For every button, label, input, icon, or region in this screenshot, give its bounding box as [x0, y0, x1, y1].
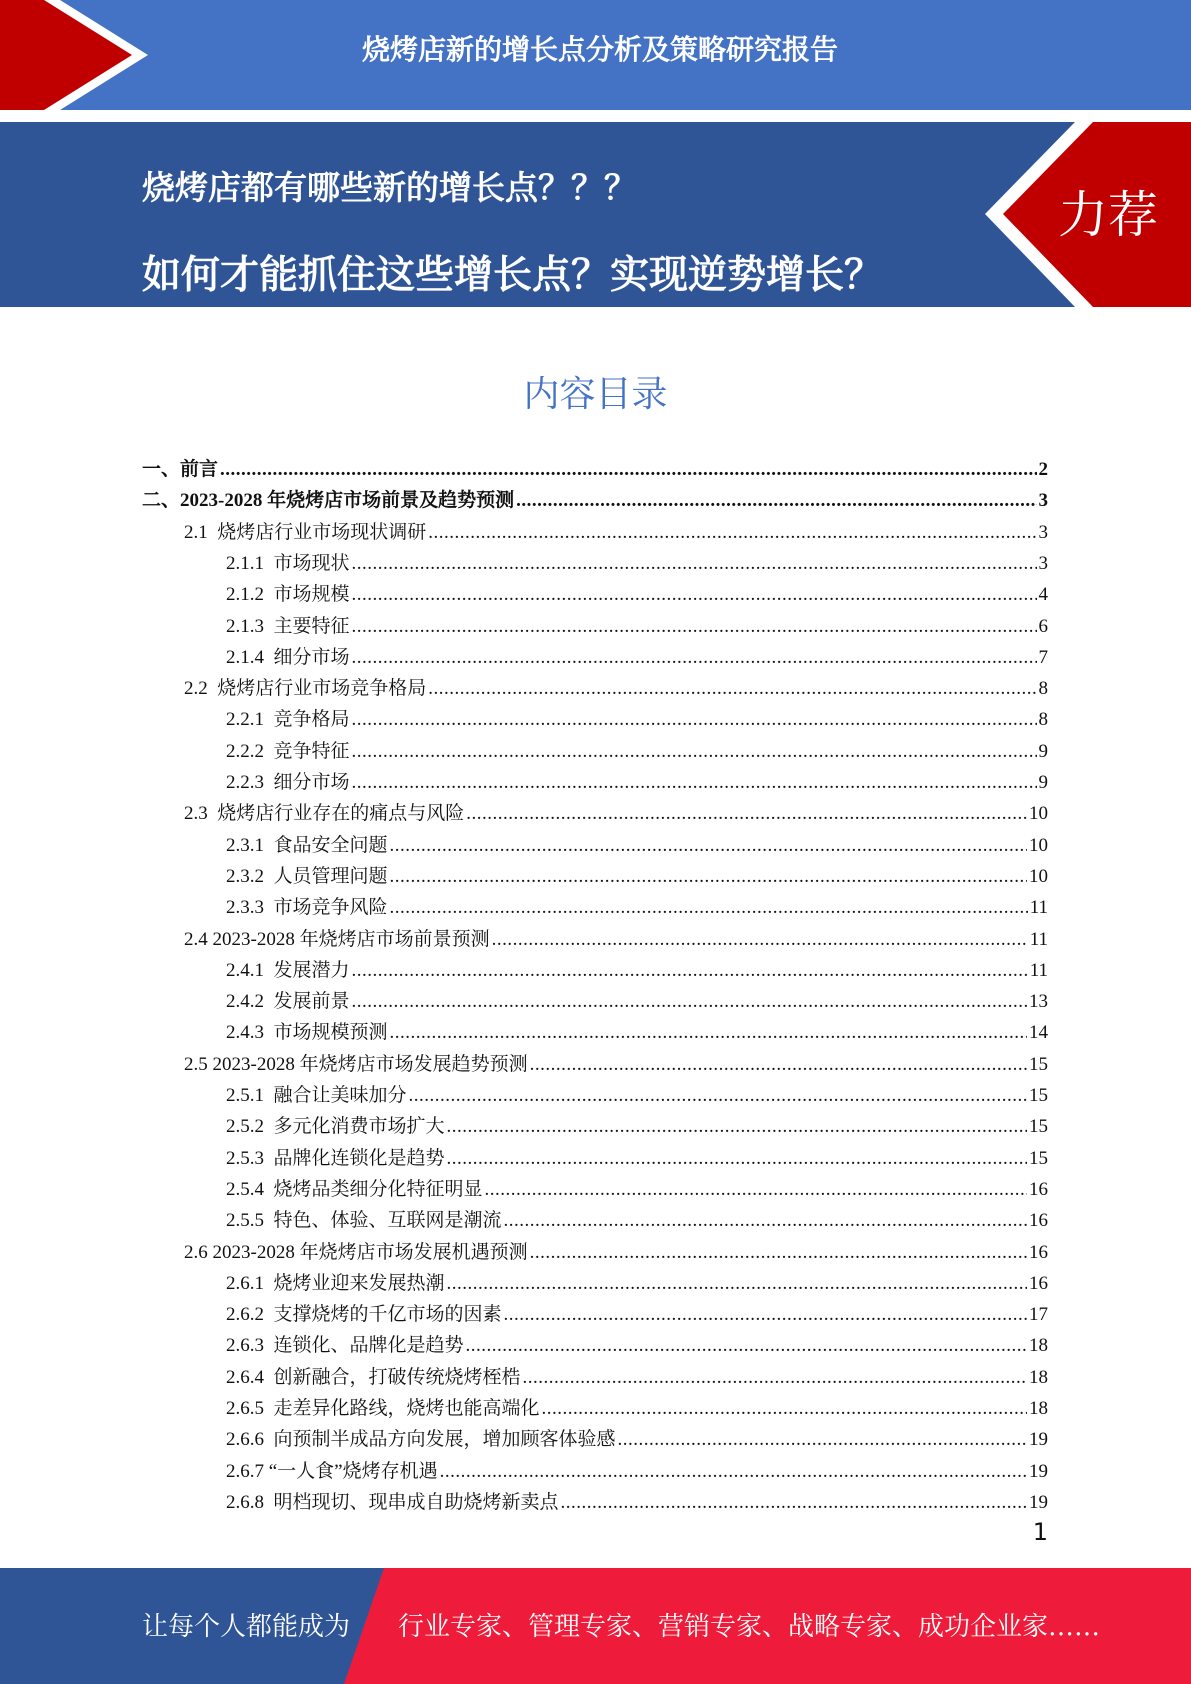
toc-entry-page: 4	[1038, 584, 1048, 605]
toc-entry[interactable]	[226, 1268, 1048, 1299]
toc-entry-page: 15	[1029, 1054, 1048, 1075]
toc-entry-title: 2.5.1 融合让美味加分	[226, 1085, 407, 1106]
toc-entry[interactable]	[226, 1362, 1048, 1393]
toc-leader-dots	[447, 1111, 1027, 1142]
toc-entry-page: 9	[1038, 772, 1048, 793]
toc-entry-page: 16	[1029, 1210, 1048, 1231]
toc-leader-dots	[530, 1237, 1027, 1268]
toc-entry-title: 2.2 烧烤店行业市场竞争格局	[184, 678, 427, 699]
toc-entry-title: 2.5 2023-2028 年烧烤店市场发展趋势预测	[184, 1054, 528, 1075]
top-banner	[0, 0, 1191, 110]
toc-leader-dots	[390, 892, 1028, 923]
toc-leader-dots	[352, 736, 1037, 767]
toc-entry[interactable]	[226, 579, 1048, 610]
toc-entry-page: 7	[1038, 647, 1048, 668]
toc-entry[interactable]	[226, 1393, 1048, 1424]
toc-entry-title: 2.2.1 竞争格局	[226, 709, 350, 730]
toc-leader-dots	[352, 579, 1037, 610]
toc-entry-page: 19	[1029, 1461, 1048, 1482]
toc-leader-dots	[466, 1330, 1027, 1361]
toc-entry[interactable]	[226, 548, 1048, 579]
toc-entry[interactable]	[226, 1299, 1048, 1330]
footer-roles: 行业专家、管理专家、营销专家、战略专家、成功企业家……	[398, 1612, 1101, 1642]
toc-entry[interactable]	[226, 1205, 1048, 1236]
toc-leader-dots	[542, 1393, 1027, 1424]
toc-leader-dots	[492, 924, 1028, 955]
toc-entry[interactable]	[142, 485, 1048, 516]
toc-entry-page: 11	[1029, 929, 1048, 950]
toc-entry[interactable]	[226, 1424, 1048, 1455]
toc-leader-dots	[523, 1362, 1027, 1393]
toc-heading: 内容目录	[523, 374, 668, 415]
toc-entry[interactable]	[226, 861, 1048, 892]
toc-entry[interactable]	[184, 924, 1048, 955]
toc-leader-dots	[516, 485, 1036, 516]
toc-leader-dots	[428, 673, 1036, 704]
toc-entry-page: 10	[1029, 803, 1048, 824]
toc-entry-page: 19	[1029, 1429, 1048, 1450]
toc-entry-page: 18	[1029, 1398, 1048, 1419]
hero-subtitle: 如何才能抓住这些增长点？实现逆势增长？	[142, 253, 884, 298]
toc-entry-page: 2	[1038, 459, 1048, 480]
report-title: 烧烤店新的增长点分析及策略研究报告	[361, 33, 838, 66]
toc-entry-title: 2.6.4 创新融合，打破传统烧烤桎梏	[226, 1367, 521, 1388]
toc-entry[interactable]	[184, 517, 1048, 548]
toc-entry[interactable]	[226, 1487, 1048, 1518]
toc-entry-title: 2.4.1 发展潜力	[226, 960, 350, 981]
toc-entry-title: 2.1.4 细分市场	[226, 647, 350, 668]
toc-leader-dots	[352, 986, 1027, 1017]
toc-entry-page: 16	[1029, 1273, 1048, 1294]
footer-slogan: 让每个人都能成为	[142, 1612, 351, 1642]
toc-entry[interactable]	[184, 798, 1048, 829]
toc-entry-title: 2.5.2 多元化消费市场扩大	[226, 1116, 445, 1137]
toc-entry-page: 15	[1029, 1148, 1048, 1169]
recommend-badge: 力荐	[1058, 186, 1158, 244]
toc-entry-title: 2.4.3 市场规模预测	[226, 1022, 388, 1043]
toc-leader-dots	[447, 1143, 1027, 1174]
toc-entry[interactable]	[226, 704, 1048, 735]
toc-entry-title: 2.6.1 烧烤业迎来发展热潮	[226, 1273, 445, 1294]
toc-entry-page: 6	[1038, 616, 1048, 637]
toc-leader-dots	[447, 1268, 1027, 1299]
toc-leader-dots	[352, 955, 1028, 986]
toc-entry-page: 19	[1029, 1492, 1048, 1513]
toc-entry-page: 10	[1029, 866, 1048, 887]
toc-entry-page: 11	[1029, 960, 1048, 981]
toc-entry-page: 8	[1038, 678, 1048, 699]
toc-entry[interactable]	[226, 1111, 1048, 1142]
toc-entry[interactable]	[226, 830, 1048, 861]
toc-leader-dots	[352, 611, 1037, 642]
toc-entry-page: 8	[1038, 709, 1048, 730]
toc-entry-title: 2.5.3 品牌化连锁化是趋势	[226, 1148, 445, 1169]
toc-leader-dots	[504, 1205, 1027, 1236]
toc-entry-page: 3	[1038, 522, 1048, 543]
toc-entry-title: 2.4 2023-2028 年烧烤店市场前景预测	[184, 929, 490, 950]
toc-entry[interactable]	[184, 673, 1048, 704]
hero-banner	[0, 122, 1191, 307]
toc-entry-title: 2.5.5 特色、体验、互联网是潮流	[226, 1210, 502, 1231]
toc-entry-title: 2.4.2 发展前景	[226, 991, 350, 1012]
toc-entry-page: 15	[1029, 1116, 1048, 1137]
page-number: 1	[1032, 1518, 1048, 1546]
toc-entry[interactable]	[184, 1049, 1048, 1080]
toc-entry[interactable]	[142, 454, 1048, 485]
toc-entry-title: 2.1 烧烤店行业市场现状调研	[184, 522, 427, 543]
toc-entry-title: 2.6 2023-2028 年烧烤店市场发展机遇预测	[184, 1242, 528, 1263]
footer-banner	[0, 1568, 1191, 1684]
toc-leader-dots	[352, 767, 1037, 798]
toc-leader-dots	[504, 1299, 1027, 1330]
toc-entry-title: 2.3.1 食品安全问题	[226, 835, 388, 856]
toc-leader-dots	[530, 1049, 1027, 1080]
toc-leader-dots	[440, 1456, 1027, 1487]
toc-entry-title: 2.6.3 连锁化、品牌化是趋势	[226, 1335, 464, 1356]
toc-entry-page: 18	[1029, 1335, 1048, 1356]
toc-leader-dots	[390, 1017, 1027, 1048]
toc-leader-dots	[428, 517, 1036, 548]
toc-entry-title: 2.3.3 市场竞争风险	[226, 897, 388, 918]
toc-entry[interactable]	[226, 1143, 1048, 1174]
toc-entry[interactable]	[226, 986, 1048, 1017]
toc-entry-page: 3	[1038, 490, 1048, 511]
toc-leader-dots	[220, 454, 1036, 485]
banner-divider	[0, 110, 1191, 122]
toc-entry-page: 9	[1038, 741, 1048, 762]
toc-entry-page: 16	[1029, 1179, 1048, 1200]
toc-leader-dots	[466, 798, 1027, 829]
toc-entry[interactable]	[184, 1237, 1048, 1268]
toc-entry-page: 14	[1029, 1022, 1048, 1043]
toc-entry-page: 13	[1029, 991, 1048, 1012]
toc-entry[interactable]	[226, 955, 1048, 986]
toc-entry-title: 2.5.4 烧烤品类细分化特征明显	[226, 1179, 483, 1200]
toc-leader-dots	[352, 548, 1037, 579]
toc-entry-title: 2.3.2 人员管理问题	[226, 866, 388, 887]
toc-entry[interactable]	[226, 1456, 1048, 1487]
toc-entry[interactable]	[226, 611, 1048, 642]
toc-entry-page: 3	[1038, 553, 1048, 574]
toc-leader-dots	[352, 642, 1037, 673]
toc-entry-title: 2.6.5 走差异化路线，烧烤也能高端化	[226, 1398, 540, 1419]
toc-entry-title: 2.1.3 主要特征	[226, 616, 350, 637]
toc-leader-dots	[409, 1080, 1027, 1111]
toc-entry-title: 2.1.2 市场规模	[226, 584, 350, 605]
toc-entry[interactable]	[226, 1330, 1048, 1361]
toc-entry-title: 2.3 烧烤店行业存在的痛点与风险	[184, 803, 465, 824]
toc-entry-title: 2.6.7 “一人食”烧烤存机遇	[226, 1461, 438, 1482]
toc-entry-page: 15	[1029, 1085, 1048, 1106]
top-arrow-decoration	[0, 0, 160, 110]
toc-leader-dots	[618, 1424, 1027, 1455]
toc-entry-page: 10	[1029, 835, 1048, 856]
toc-leader-dots	[485, 1174, 1027, 1205]
toc-entry[interactable]	[226, 736, 1048, 767]
toc-leader-dots	[561, 1487, 1027, 1518]
toc-entry-title: 2.6.8 明档现切、现串成自助烧烤新卖点	[226, 1492, 559, 1513]
toc-entry[interactable]	[226, 892, 1048, 923]
toc-entry[interactable]	[226, 1174, 1048, 1205]
toc-entry-title: 2.2.3 细分市场	[226, 772, 350, 793]
hero-question: 烧烤店都有哪些新的增长点？？？	[142, 168, 637, 207]
toc-entry[interactable]	[226, 1017, 1048, 1048]
toc-entry[interactable]	[226, 1080, 1048, 1111]
toc-entry-title: 二、2023-2028 年烧烤店市场前景及趋势预测	[142, 490, 515, 511]
toc-entry-page: 11	[1029, 897, 1048, 918]
toc-entry[interactable]	[226, 642, 1048, 673]
toc-entry-title: 一、前言	[142, 459, 219, 480]
toc-entry-page: 18	[1029, 1367, 1048, 1388]
toc-leader-dots	[352, 704, 1037, 735]
toc-entry-title: 2.2.2 竞争特征	[226, 741, 350, 762]
toc-leader-dots	[390, 861, 1027, 892]
toc-entry[interactable]	[226, 767, 1048, 798]
toc-leader-dots	[390, 830, 1027, 861]
toc-entry-title: 2.6.6 向预制半成品方向发展，增加顾客体验感	[226, 1429, 616, 1450]
toc-entry-title: 2.1.1 市场现状	[226, 553, 350, 574]
toc-entry-title: 2.6.2 支撑烧烤的千亿市场的因素	[226, 1304, 502, 1325]
toc-entry-page: 17	[1029, 1304, 1048, 1325]
toc-entry-page: 16	[1029, 1242, 1048, 1263]
